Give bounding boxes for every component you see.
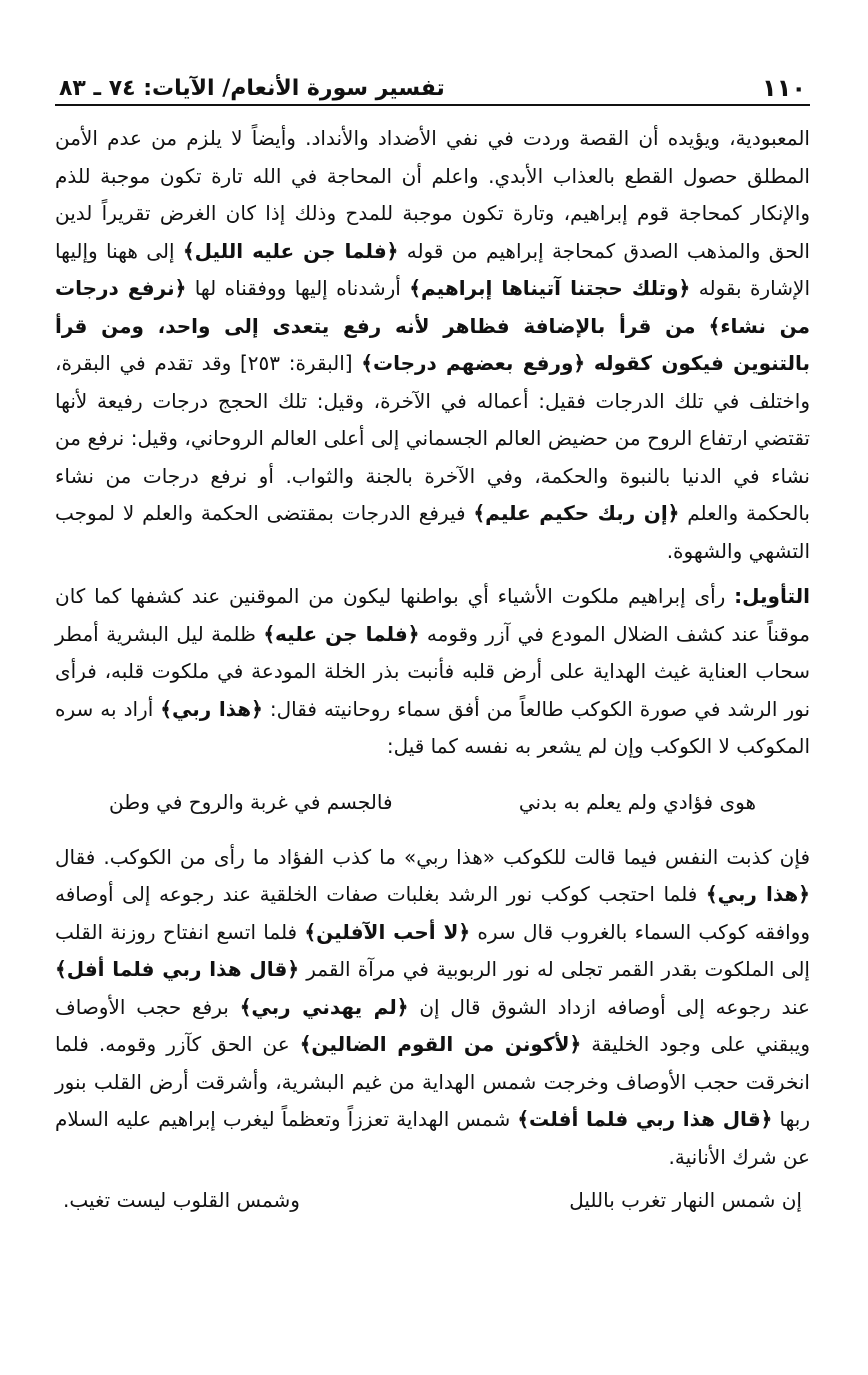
quran-quote: ﴿لم يهدني ربي﴾ (239, 994, 409, 1019)
text-span: أرشدناه إليها ووفقناه لها (186, 276, 410, 300)
paragraph-3 (55, 839, 810, 1177)
text-span: المعبودية، ويؤيده أن القصة وردت في نفي الأضداد والأنداد. وأيضاً لا يلزم من عدم الأمن المطلق حصول القطع بالعذاب الأبدي. واعلم أن المحاجة في الله تارة تكون موجبة للذم والإنكار كمحاجة قوم إبراهيم، وتارة تكون موجبة للمدح وذلك إذا كان الغرض تقريراً لدين الحق والمذهب الصدق كمحاجة إبراهيم من قوله (55, 126, 810, 263)
quran-quote: ﴿ورفع بعضهم درجات﴾ (361, 351, 586, 375)
text-span: عن الحق كآزر وقومه. فلما انخرقت حجب الأوصاف وخرجت شمس الهداية من غيم البشرية، وأشرقت أرض القلب بنور ربها (55, 1032, 810, 1131)
book-page (55, 60, 810, 1355)
quran-quote: ﴿قال هذا ربي فلما أفل﴾ (55, 957, 300, 981)
text-span: فيرفع الدرجات بمقتضى الحكمة والعلم لا لموجب التشهي والشهوة. (55, 501, 810, 563)
poem-verse (109, 784, 756, 821)
page-body (55, 120, 810, 1219)
page-header (55, 60, 810, 106)
running-title: تفسير سورة الأنعام/ الآيات: ٧٤ ـ ٨٣ (59, 76, 445, 101)
text-span: أراد به سره المكوكب لا الكوكب وإن لم يشعر به نفسه كما قيل: (55, 696, 810, 758)
page-number: ١١٠ (762, 74, 806, 102)
poem-first-hemistich: هوى فؤادي ولم يعلم به بدني (518, 789, 756, 814)
quran-quote: ﴿هذا ربي﴾ (705, 882, 810, 906)
quran-quote: ﴿فلما جن عليه الليل﴾ (182, 238, 399, 263)
paragraph-2 (55, 578, 810, 766)
text-span: رأى إبراهيم ملكوت الأشياء أي بواطنها ليكون من الموقنين عند كشفها كما كان موقناً عند كشف الضلال المودع في آزر وقومه (55, 584, 810, 646)
quran-quote: ﴿فلما جن عليه﴾ (263, 621, 420, 646)
text-span: ظلمة ليل البشرية أمطر سحاب العناية غيث الهداية على أرض قلبه فأنبت بذر الخلة المودعة في ملكوت قلبه، فرأى نور الرشد في صورة الكوكب طالعاً من أفق سماء روحانيته فقال: (55, 621, 811, 721)
text-span: شمس الهداية تعززاً وتعظماً ليغرب إبراهيم عليه السلام عن شرك الأنانية. (55, 1107, 810, 1169)
quran-quote: ﴿لا أحب الآفلين﴾ (304, 919, 471, 944)
quran-quote: ﴿نرفع درجات من نشاء﴾ (55, 276, 811, 338)
text-span: فإن كذبت النفس فيما قالت للكوكب «هذا ربي» ما كذب الفؤاد ما رأى من الكوكب. فقال (55, 844, 810, 869)
text-span: [البقرة: ٢٥٣] وقد تقدم في البقرة، واختلف في تلك الدرجات فقيل: أعماله في الآخرة، وقيل: تلك الحجج درجات رفيعة لأنها تقتضي ارتفاع الروح من حضيض العالم الجسماني إلى أعلى العالم الروحاني، وقيل: نرفع من نشاء في الدنيا بالنبوة والحكمة، وفي الآخرة بالجنة والثواب. أو نرفع درجات من نشاء بالحكمة والعلم (55, 351, 810, 525)
paragraph-1 (55, 120, 810, 570)
poem-first-hemistich: إن شمس النهار تغرب بالليل (569, 1188, 802, 1212)
text-span: إلى ههنا وإليها الإشارة بقوله (55, 238, 810, 300)
bold-phrase: من قرأ بالإضافة فظاهر لأنه رفع يتعدى إلى واحد، ومن قرأ بالتنوين فيكون كقوله (55, 313, 811, 375)
quran-quote: ﴿قال هذا ربي فلما أفلت﴾ (517, 1107, 773, 1131)
tawil-heading: التأويل: (734, 584, 810, 608)
poem-second-hemistich: وشمس القلوب ليست تغيب. (63, 1188, 300, 1212)
quran-quote: ﴿وتلك حجتنا آتيناها إبراهيم﴾ (409, 276, 691, 300)
poem-verse (55, 1182, 810, 1219)
text-span (696, 314, 709, 338)
text-span: فلما احتجب كوكب نور الرشد بغلبات صفات الخلقية عند رجوعه إلى أوصافه ووافقه كوكب السماء بالغروب قال سره (55, 882, 810, 944)
quran-quote: ﴿هذا ربي﴾ (160, 696, 263, 721)
quran-quote: ﴿إن ربك حكيم عليم﴾ (473, 501, 680, 525)
poem-second-hemistich: فالجسم في غربة والروح في وطن (109, 789, 393, 814)
text-span: عند رجوعه إلى أوصافه ازداد الشوق قال إن (408, 994, 810, 1019)
text-span: برفع حجب الأوصاف ويبقني على وجود الخليقة (55, 994, 810, 1056)
quran-quote: ﴿لأكونن من القوم الضالين﴾ (299, 1032, 582, 1056)
text-span: فلما اتسع انفتاح روزنة القلب إلى الملكوت بقدر القمر تجلى له نور الربوبية في مرآة القمر (55, 919, 810, 981)
